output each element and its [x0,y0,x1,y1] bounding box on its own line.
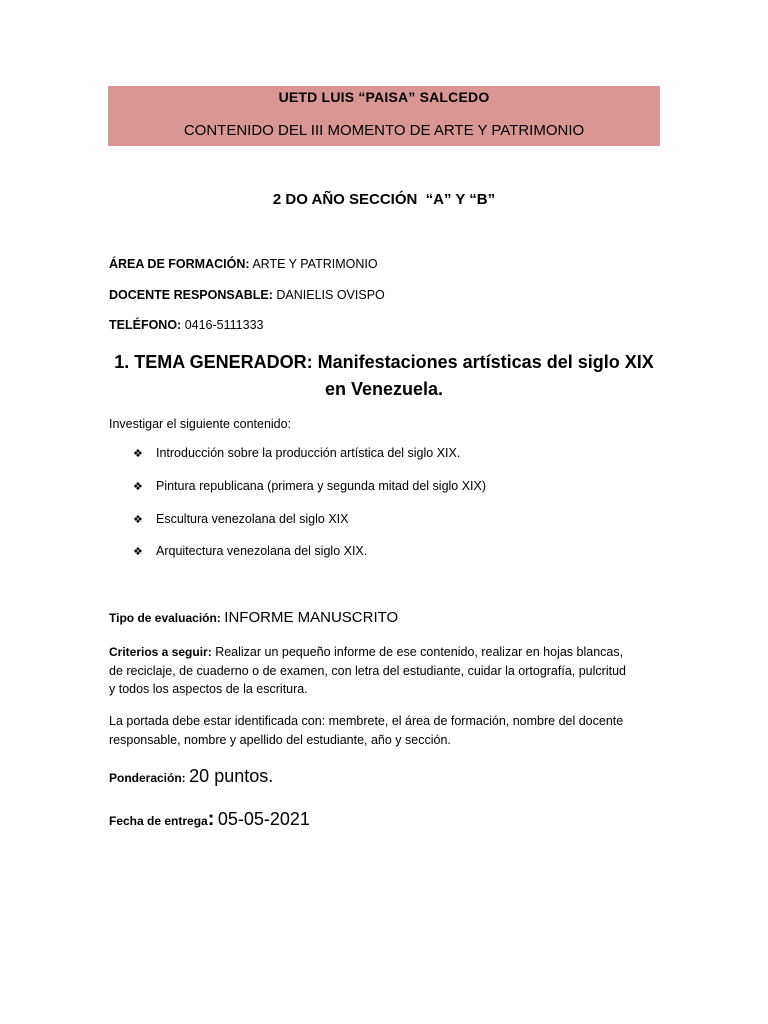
due-date-colon: : [207,808,215,830]
teacher-value: DANIELIS OVISPO [276,288,385,302]
weight-value: 20 puntos. [189,766,274,786]
weight-label: Ponderación: [109,771,186,785]
diamond-bullet-icon: ❖ [133,481,143,493]
list-item-text: Introducción sobre la producción artística del siglo XIX. [156,446,461,460]
list-item [133,446,460,460]
cover-line-1: La portada debe estar identificada con: membrete, el área de formación, nombre del docente [109,714,624,728]
list-item [133,479,486,493]
criteria-label: Criterios a seguir: [109,645,212,659]
header-banner [108,86,660,146]
criteria-line-1: Realizar un pequeño informe de ese contenido, realizar en hojas blancas, [215,645,624,659]
teacher-label: DOCENTE RESPONSABLE: [109,288,273,302]
topic-heading [100,349,668,403]
list-item [133,512,348,526]
evaluation-type-line [109,609,669,628]
area-label: ÁREA DE FORMACIÓN: [109,257,250,271]
diamond-bullet-icon: ❖ [133,514,143,526]
list-item-text: Escultura venezolana del siglo XIX [156,512,349,526]
criteria-paragraph [109,643,669,699]
cover-paragraph [109,712,669,749]
cover-line-2: responsable, nombre y apellido del estudiante, año y sección. [109,732,451,747]
weight-line [109,763,669,791]
topic-line-1: 1. TEMA GENERADOR: Manifestaciones artísticas del siglo XIX [114,352,654,372]
diamond-bullet-icon: ❖ [133,448,143,460]
topic-line-2: en Venezuela. [324,379,444,399]
teacher-line [109,288,385,302]
due-date-label: Fecha de entrega [109,814,208,828]
grade-section-title: 2 DO AÑO SECCIÓN “A” Y “B” [272,191,496,208]
area-line [109,257,378,271]
evaluation-type-value: INFORME MANUSCRITO [224,609,399,626]
intro-text: Investigar el siguiente contenido: [109,417,292,431]
evaluation-type-label: Tipo de evaluación: [109,611,221,625]
phone-label: TELÉFONO: [109,318,182,332]
list-item [133,544,367,558]
area-value: ARTE Y PATRIMONIO [252,257,378,271]
due-date-value: 05-05-2021 [217,809,310,829]
list-item-text: Pintura republicana (primera y segunda mitad del siglo XIX) [156,479,487,493]
phone-line [109,318,263,332]
phone-value: 0416-5111333 [184,318,264,332]
school-name: UETD LUIS “PAISA” SALCEDO [278,89,490,105]
criteria-line-3: y todos los aspectos de la escritura. [109,682,308,696]
criteria-line-2: de reciclaje, de cuaderno o de examen, con letra del estudiante, cuidar la ortografía, pulcritud [109,663,626,678]
diamond-bullet-icon: ❖ [133,546,143,558]
document-subtitle: CONTENIDO DEL III MOMENTO DE ARTE Y PATRIMONIO [183,122,585,139]
due-date-line [109,805,669,835]
list-item-text: Arquitectura venezolana del siglo XIX. [156,544,368,558]
